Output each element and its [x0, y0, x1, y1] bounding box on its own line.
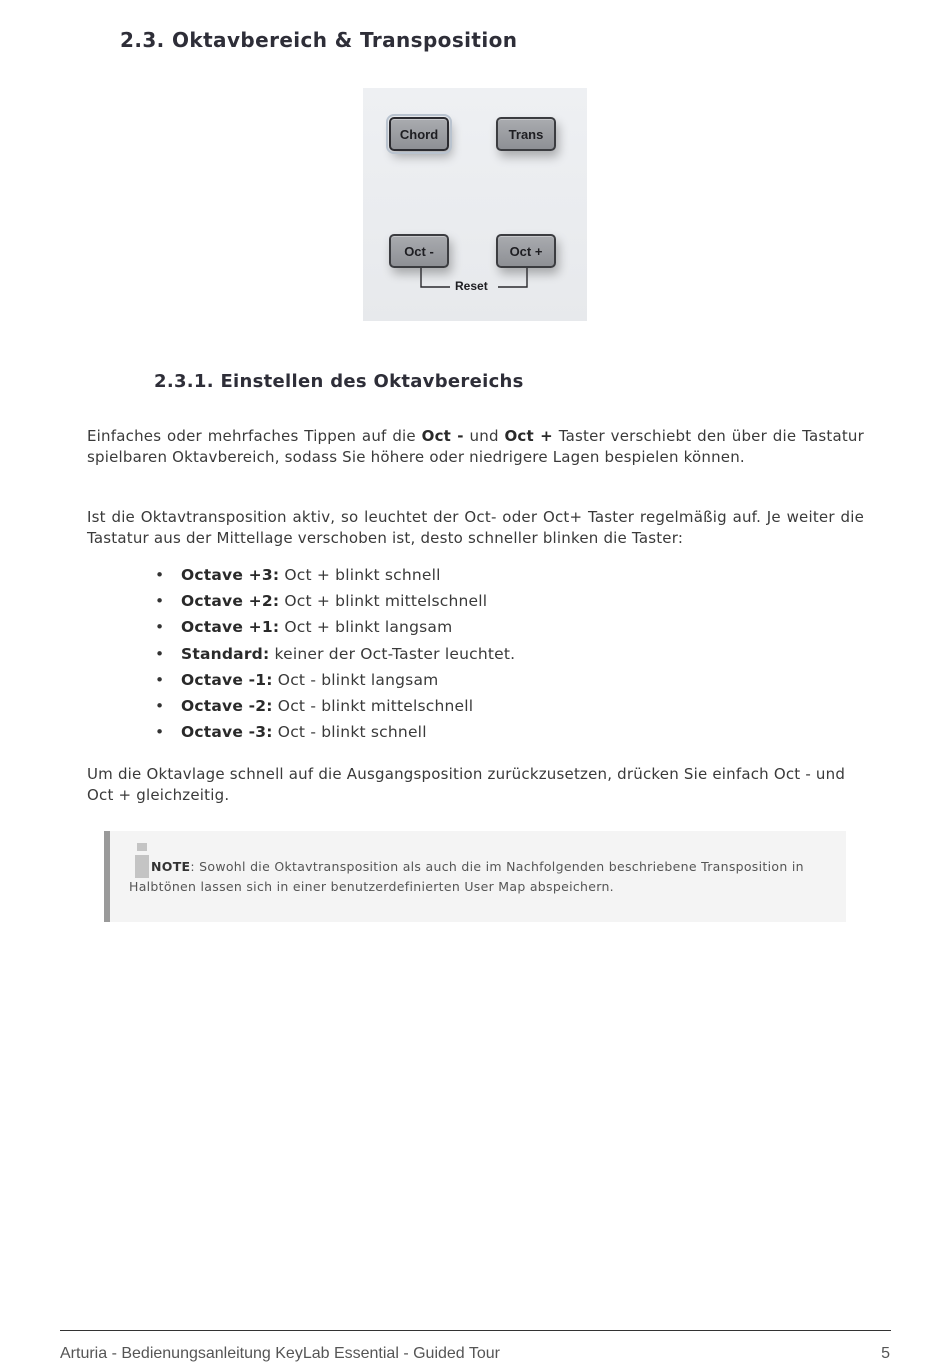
oct-minus-button-graphic: Oct -: [389, 234, 449, 268]
subsection-heading: 2.3.1. Einstellen des Oktavbereichs: [154, 371, 524, 392]
list-item: • Octave +1: Oct + blinkt langsam: [155, 618, 453, 637]
note-text: NOTE: Sowohl die Oktavtransposition als auch die im Nachfolgenden beschriebene Transposition in Halbtönen lassen sich in einer benutzerdefinierten User Map abspeichern.: [129, 859, 804, 894]
paragraph-transposition-blink: Ist die Oktavtransposition aktiv, so leuchtet der Oct- oder Oct+ Taster regelmäßig auf. Je weiter die Tastatur aus der Mittellage verschoben ist, desto schneller blinken die Taster:: [87, 508, 864, 547]
page-number: 5: [881, 1345, 890, 1362]
paragraph-reset: Um die Oktavlage schnell auf die Ausgangsposition zurückzusetzen, drücken Sie einfach Oct - und Oct + gleichzeitig.: [87, 765, 846, 804]
trans-button-graphic: Trans: [496, 117, 556, 151]
oct-plus-button-graphic: Oct +: [496, 234, 556, 268]
octave-buttons-photo: [363, 88, 587, 321]
list-item: • Octave +2: Oct + blinkt mittelschnell: [155, 592, 488, 611]
list-item: • Octave -3: Oct - blinkt schnell: [155, 723, 427, 742]
oct-plus-term: Oct +: [504, 427, 553, 445]
note-box: [104, 831, 846, 922]
footer-divider: [60, 1330, 891, 1331]
section-heading: 2.3. Oktavbereich & Transposition: [120, 28, 518, 52]
paragraph-octave-shift: Einfaches oder mehrfaches Tippen auf die Oct - und Oct + Taster verschiebt den über die Tastatur spielbaren Oktavbereich, sodass Sie höhere oder niedrigere Lagen bespielen können.: [87, 427, 865, 466]
list-item: • Octave -2: Oct - blinkt mittelschnell: [155, 696, 474, 715]
list-item: • Standard: keiner der Oct-Taster leuchtet.: [155, 644, 516, 663]
oct-minus-term: Oct -: [421, 427, 464, 445]
reset-label: Reset: [455, 279, 488, 293]
footer-title: Arturia - Bedienungsanleitung KeyLab Essential - Guided Tour: [60, 1345, 500, 1362]
octave-blink-list: [155, 566, 515, 749]
chord-button-graphic: Chord: [389, 117, 449, 151]
list-item: • Octave -1: Oct - blinkt langsam: [155, 670, 439, 689]
list-item: • Octave +3: Oct + blinkt schnell: [155, 566, 441, 584]
